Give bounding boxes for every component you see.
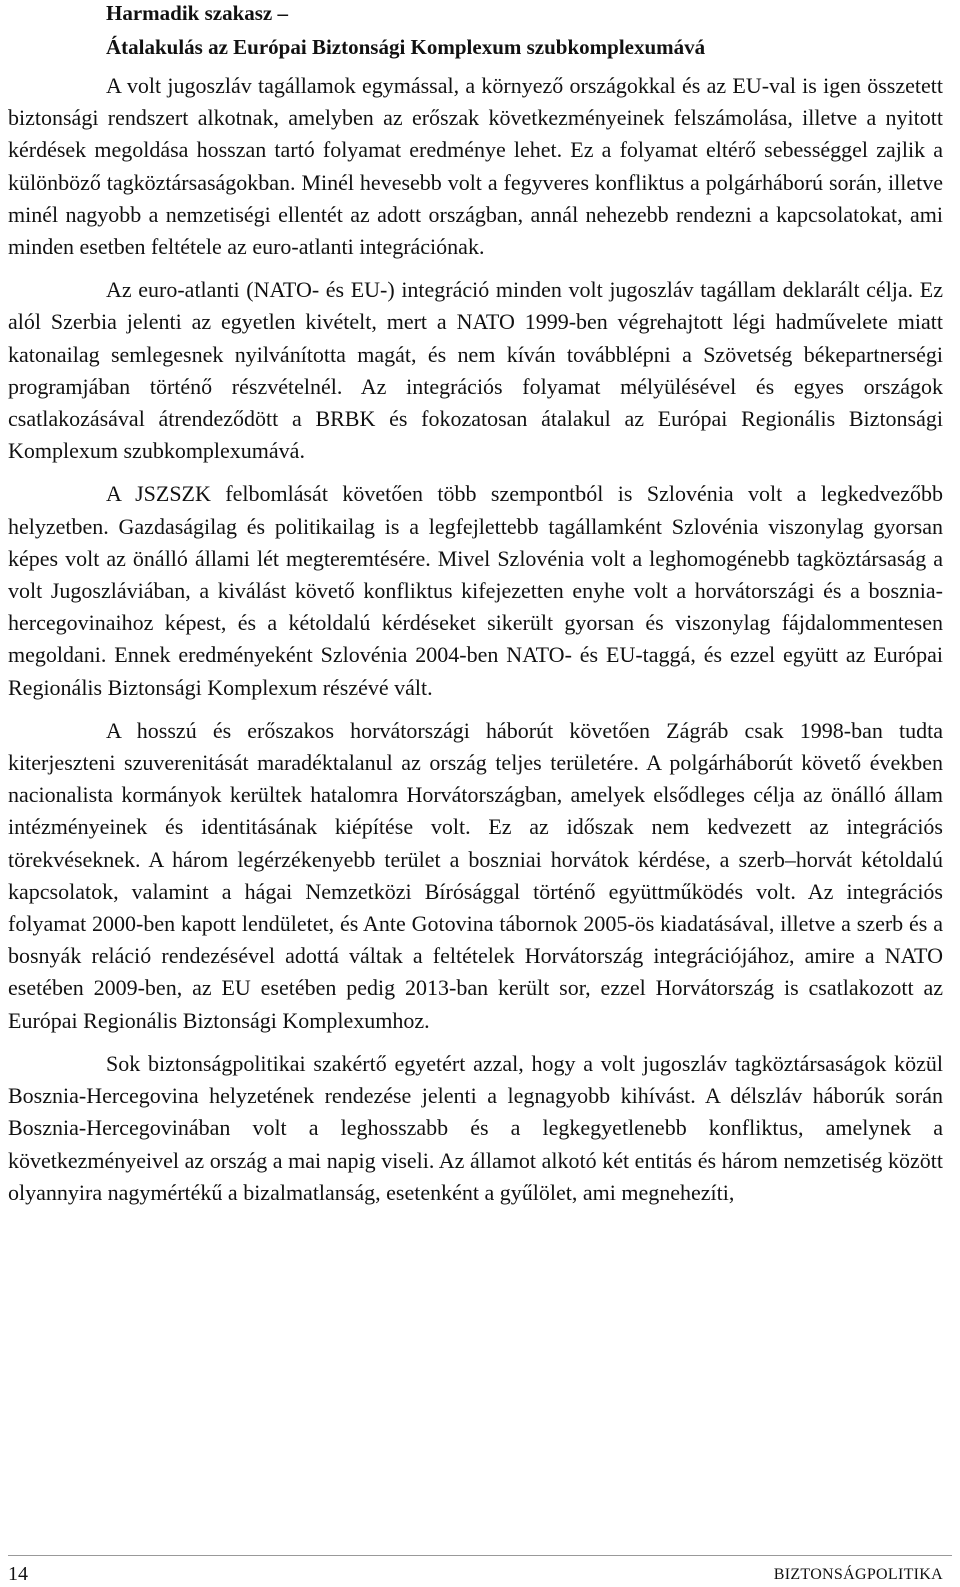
section-heading-line-2: Átalakulás az Európai Biztonsági Komplexum szubkomplexumává xyxy=(106,35,706,59)
page-number: 14 xyxy=(8,1563,28,1585)
footer-divider xyxy=(8,1555,952,1556)
paragraph-5: Sok biztonságpolitikai szakértő egyetért azzal, hogy a volt jugoszláv tagköztársaságok közül Bosznia-Hercegovina helyzetének rendezése jelenti a legnagyobb kihívást. A délszláv háborúk során Bosznia-Hercegovinában volt a leghosszabb és a legkegyetlenebb konfliktus, amelynek a következményeivel az ország a mai napig viseli. Az államot alkotó két entitás és három nemzetiség között olyannyira nagymértékű a bizalmatlanság, esetenként a gyűlölet, ami megnehezíti, xyxy=(8,1050,943,1205)
paragraph-4: A hosszú és erőszakos horvátországi háborút követően Zágráb csak 1998-ban tudta kiterjeszteni szuverenitását maradéktalanul az ország teljes területére. A polgárháborút követő években nacionalista kormányok kerültek hatalomra Horvátországban, amelyek elsődleges célja az önálló állam intézményeinek és identitásának kiépítése volt. Ez az időszak nem kedvezett az integrációs törekvéseknek. A három legérzékenyebb terület a boszniai horvátok kérdése, a szerb–horvát kétoldalú kapcsolatok, valamint a hágai Nemzetközi Bírósággal történő együttműködés volt. Az integrációs folyamat 2000-ben kapott lendületet, és Ante Gotovina tábornok 2005-ös kiadatásával, illetve a szerb és a bosnyák reláció rendezésével adottá váltak a feltételek Horvátország integrációjához, amire a NATO esetében 2009-ben, az EU esetében pedig 2013-ban került sor, ezzel Horvátország is csatlakozott az Európai Regionális Biztonsági Komplexumhoz. xyxy=(8,717,943,1033)
section-heading-line-1: Harmadik szakasz – xyxy=(106,1,289,25)
paragraph-3: A JSZSZK felbomlását követően több szempontból is Szlovénia volt a legkedvezőbb helyzetben. Gazdaságilag és politikailag is a legfejlettebb tagállamként Szlovénia viszonylag gyorsan képes volt az önálló állami lét megteremtésére. Mivel Szlovénia volt a leghomogénebb tagköztársaság a volt Jugoszláviában, a kiválást követő konfliktus kifejezetten enyhe volt a horvátországi és a bosznia-hercegovinaihoz képest, és a kétoldalú kérdéseket sikerült gyorsan és viszonylag fájdalommentesen megoldani. Ennek eredményeként Szlovénia 2004-ben NATO- és EU-taggá, és ezzel együtt az Európai Regionális Biztonsági Komplexum részévé vált. xyxy=(8,481,943,700)
journal-name: BIZTONSÁGPOLITIKA xyxy=(773,1566,943,1583)
paragraph-2: Az euro-atlanti (NATO- és EU-) integráció minden volt jugoszláv tagállam deklarált célja. Ez alól Szerbia jelenti az egyetlen kivételt, mert a NATO 1999-ben végrehajtott légi hadművelete miatt katonailag semlegesnek nyilvánította magát, és nem kíván továbblépni a Szövetség békepartnerségi programjában történő részvételnél. Az integrációs folyamat mélyülésével és egyes országok csatlakozásával átrendeződött a BRBK és fokozatosan átalakul az Európai Regionális Biztonsági Komplexum szubkomplexumává. xyxy=(8,277,943,464)
paragraph-1: A volt jugoszláv tagállamok egymással, a környező országokkal és az EU-val is igen összetett biztonsági rendszert alkotnak, amelyben az erőszak következményeinek felszámolása, illetve a nyitott kérdések megoldása hosszan tartó folyamat eredménye lehet. Ez a folyamat eltérő sebességgel zajlik a különböző tagköztársaságokban. Minél hevesebb volt a fegyveres konfliktus a polgárháború során, illetve minél nagyobb a nemzetiségi ellentét az adott országban, annál nehezebb rendezni a kapcsolatokat, ami minden esetben feltétele az euro-atlanti integrációnak. xyxy=(8,73,943,260)
document-page xyxy=(8,0,943,1209)
